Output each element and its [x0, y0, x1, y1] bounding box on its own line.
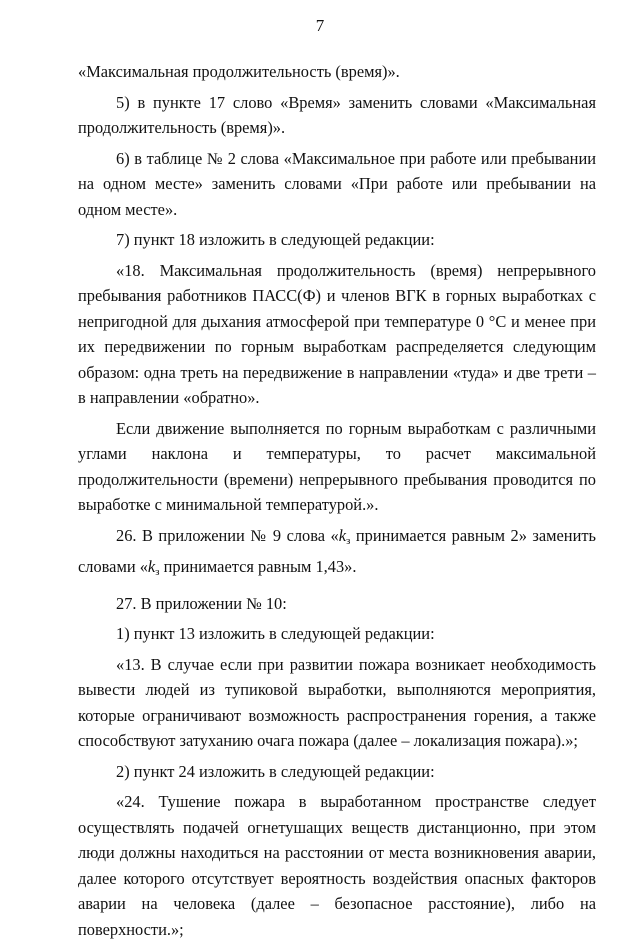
paragraph-item-6: 6) в таблице № 2 слова «Максимальное при работе или пребывании на одном месте» заменить словами «При работе или пребывании на одном месте». — [78, 148, 596, 219]
paragraph-clause-24: «24. Тушение пожара в выработанном пространстве следует осуществлять подачей огнетушащих веществ дистанционно, при этом люди должны находиться на расстоянии от места возникновения аварии, далее которого отсутствует вероятность воздействия опасных факторов аварии на человека (далее – безопасное расстояние), либо на поверхности.»; — [78, 792, 596, 939]
paragraph-clause-13: «13. В случае если при развитии пожара возникает необходимость вывести людей из тупиковой выработки, выполняются мероприятия, которые ограничивают возможность распространения горения, а также способствуют затуханию очага пожара (далее – локализация пожара).»; — [78, 654, 596, 750]
paragraph-subitem-1: 1) пункт 13 изложить в следующей редакции: — [116, 624, 435, 643]
coefficient-subscript: з — [155, 566, 160, 578]
page-number: 7 — [315, 16, 325, 35]
paragraph-subitem-2: 2) пункт 24 изложить в следующей редакции: — [116, 761, 435, 781]
paragraph-item-7: 7) пункт 18 изложить в следующей редакции: — [116, 230, 435, 249]
coefficient-subscript: з — [346, 534, 351, 547]
document-body — [78, 59, 596, 942]
coefficient-k-symbol: $k_з$ — [338, 525, 351, 547]
item-26-text-b: принимается равным 2» заменить словами « — [78, 525, 596, 576]
paragraph-item-26 — [78, 523, 596, 586]
paragraph-item-5: 5) в пункте 17 слово «Время» заменить словами «Максимальная продолжительность (время)». — [78, 92, 596, 137]
paragraph-item-27: 27. В приложении № 10: — [116, 593, 287, 613]
paragraph-continuation: «Максимальная продолжительность (время)». — [78, 62, 400, 81]
paragraph-clause-18-continued: Если движение выполняется по горным выработкам с различными углами наклона и температуры, то расчет максимальной продолжительности (времени) непрерывного пребывания проводится по выработке с минимальной температурой.». — [78, 418, 596, 514]
coefficient-k-symbol: $k_з$ — [147, 557, 160, 578]
item-26-text-c: принимается равным 1,43». — [159, 557, 357, 576]
item-26-text-a: 26. В приложении № 9 слова « — [116, 525, 339, 545]
paragraph-clause-18: «18. Максимальная продолжительность (время) непрерывного пребывания работников ПАСС(Ф) и членов ВГК в горных выработках с непригодной для дыхания атмосферой при температуре 0 °С и менее при их передвижении по горным выработкам распределяется следующим образом: одна треть на передвижение в направлении «туда» и две трети – в направлении «обратно». — [78, 260, 596, 407]
